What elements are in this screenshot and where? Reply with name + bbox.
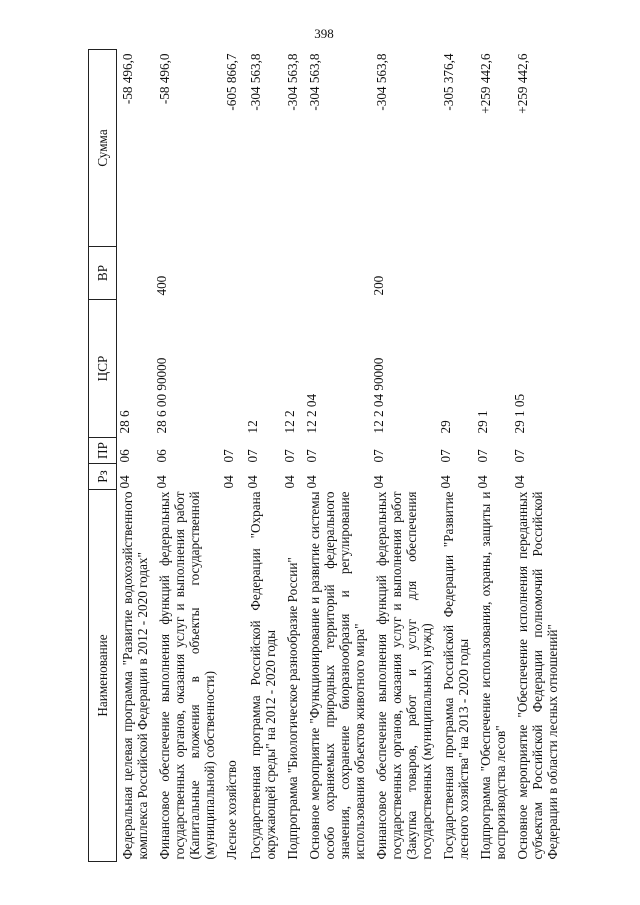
table-row	[245, 50, 282, 862]
row-vr	[221, 247, 245, 300]
row-vr: 200	[371, 275, 386, 296]
row-csr: 29 1 05	[512, 393, 527, 434]
row-name: Федеральная целевая программа "Развитие водохозяйственного комплекса Российской Федерации в 2012 - 2020 годах"	[120, 491, 150, 860]
row-pr: 07	[512, 449, 527, 463]
table-row	[221, 50, 245, 862]
row-name: Государственная программа Российской Федерации "Развитие лесного хозяйства" на 2013 - 2020 годы	[441, 491, 471, 860]
row-csr: 12	[245, 420, 260, 434]
table-row	[154, 50, 221, 862]
row-pr: 07	[245, 449, 260, 463]
row-name: Подпрограмма "Обеспечение использования, охраны, защиты и воспроизводства лесов"	[478, 491, 508, 860]
row-sum: -304 563,8	[307, 53, 322, 111]
row-rz: 04	[475, 475, 490, 489]
row-name: Основное мероприятие "Обеспечение исполнения переданных субъектам Российской Федерации полномочий Российской Федерации в области лесных отношений"	[515, 491, 560, 860]
row-csr: 28 6	[117, 410, 132, 434]
row-rz: 04	[245, 475, 260, 489]
budget-table-rotated	[88, 50, 624, 862]
row-vr	[475, 247, 512, 300]
row-name: Финансовое обеспечение выполнения функций федеральных государственных органов, оказания услуг и выполнения работ (Закупка товаров, работ и услуг для обеспечения государственных (муниципальных) нужд)	[374, 491, 434, 860]
row-pr: 07	[221, 449, 236, 463]
row-sum: -304 563,8	[374, 53, 389, 111]
row-csr: 12 2 04	[304, 393, 319, 434]
table-row	[282, 50, 304, 862]
table-row	[512, 50, 564, 862]
row-pr: 06	[154, 449, 169, 463]
row-csr: 12 2	[282, 410, 297, 434]
row-pr: 06	[117, 449, 132, 463]
row-rz: 04	[304, 475, 319, 489]
table-row	[117, 50, 155, 862]
row-sum: -58 496,0	[157, 53, 172, 105]
row-csr: 12 2 04 90000	[371, 357, 386, 434]
row-rz: 04	[438, 475, 453, 489]
row-name: Лесное хозяйство	[224, 760, 239, 860]
table-row	[304, 50, 371, 862]
table-header-row	[89, 50, 117, 862]
row-vr	[245, 247, 282, 300]
row-name: Основное мероприятие "Функционирование и развитие системы особо охраняемых природных территорий федерального значения, сохранение биоразнообразия и регулирование использования объектов животного мира"	[307, 491, 367, 860]
budget-table	[88, 49, 564, 862]
row-name: Финансовое обеспечение выполнения функций федеральных государственных органов, оказания услуг и выполнения работ (Капитальные вложения в объекты государственной (муниципальной) собственности)	[157, 491, 217, 860]
page-number: 398	[314, 26, 334, 41]
row-rz: 04	[371, 475, 386, 489]
table-row	[371, 50, 438, 862]
row-sum: -58 496,0	[120, 53, 135, 105]
header-csr: ЦСР	[89, 300, 117, 438]
row-csr: 28 6 00 90000	[154, 357, 169, 434]
row-vr	[438, 247, 475, 300]
row-pr: 07	[282, 449, 297, 463]
row-name: Подпрограмма "Биологическое разнообразие России"	[285, 557, 300, 860]
row-pr: 07	[438, 449, 453, 463]
row-csr: 29	[438, 420, 453, 434]
row-sum: -305 376,4	[441, 53, 456, 111]
row-sum: +259 442,6	[515, 53, 530, 114]
row-sum: -304 563,8	[248, 53, 263, 111]
row-rz: 04	[154, 475, 169, 489]
header-name: Наименование	[89, 490, 117, 862]
row-sum: +259 442,6	[478, 53, 493, 114]
header-pr: ПР	[89, 438, 117, 464]
row-pr: 07	[304, 449, 319, 463]
row-csr	[221, 300, 245, 438]
row-rz: 04	[117, 475, 132, 489]
row-vr	[282, 247, 304, 300]
row-vr	[512, 247, 564, 300]
row-rz: 04	[221, 475, 236, 489]
header-vr: ВР	[89, 247, 117, 300]
row-vr: 400	[154, 275, 169, 296]
table-row	[438, 50, 475, 862]
row-vr	[117, 247, 155, 300]
row-sum: -605 866,7	[224, 53, 239, 111]
header-rz: Рз	[89, 464, 117, 490]
header-sum: Сумма	[89, 50, 117, 247]
row-rz: 04	[282, 475, 297, 489]
row-pr: 07	[371, 449, 386, 463]
row-vr	[304, 247, 371, 300]
row-rz: 04	[512, 475, 527, 489]
table-row	[475, 50, 512, 862]
row-pr: 07	[475, 449, 490, 463]
row-sum: -304 563,8	[285, 53, 300, 111]
row-csr: 29 1	[475, 410, 490, 434]
row-name: Государственная программа Российской Федерации "Охрана окружающей среды" на 2012 - 2020 годы	[248, 491, 278, 860]
